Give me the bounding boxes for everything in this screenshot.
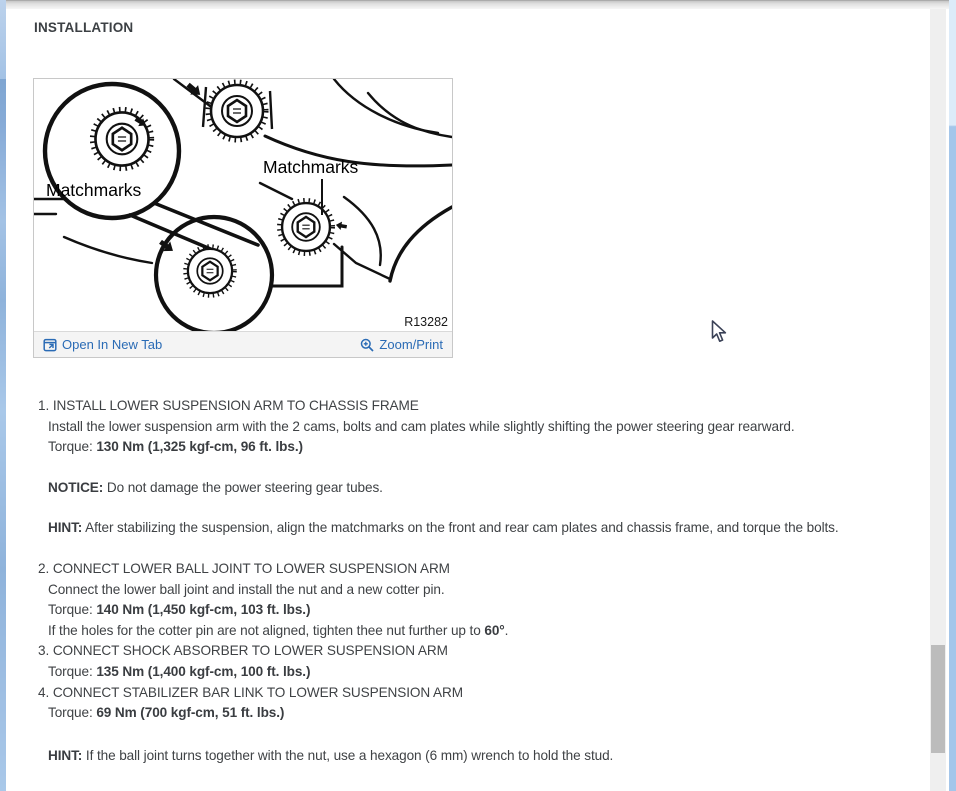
top-toolbar-edge bbox=[6, 0, 949, 9]
installation-steps bbox=[38, 396, 932, 766]
open-in-new-tab-label: Open In New Tab bbox=[62, 337, 163, 352]
hint-2: HINT: If the ball joint turns together with the nut, use a hexagon (6 mm) wrench to hold the stud. bbox=[48, 747, 614, 763]
step-4-torque: Torque: 69 Nm (700 kgf-cm, 51 ft. lbs.) bbox=[48, 705, 285, 721]
step-3-torque: Torque: 135 Nm (1,400 kgf-cm, 100 ft. lbs.) bbox=[48, 663, 311, 679]
zoom-print-link[interactable] bbox=[360, 337, 443, 352]
step-4-title: 4. CONNECT STABILIZER BAR LINK TO LOWER SUSPENSION ARM bbox=[38, 684, 463, 700]
step-1 bbox=[38, 396, 932, 458]
step-1-body: Install the lower suspension arm with the 2 cams, bolts and cam plates while slightly shifting the power steering gear rearward. bbox=[48, 418, 795, 434]
open-in-new-tab-link[interactable] bbox=[43, 337, 162, 352]
diagram-drawing bbox=[34, 79, 452, 331]
scrollbar-thumb[interactable] bbox=[931, 645, 945, 753]
page-title: INSTALLATION bbox=[34, 20, 134, 35]
figure-card bbox=[33, 78, 453, 358]
step-2-torque: Torque: 140 Nm (1,450 kgf-cm, 103 ft. lbs.) bbox=[48, 602, 311, 618]
step-4 bbox=[38, 683, 932, 724]
hint-1: HINT: After stabilizing the suspension, align the matchmarks on the front and rear cam plates and chassis frame, and torque the bolts. bbox=[48, 520, 839, 536]
left-page-edge bbox=[0, 0, 6, 791]
scrollbar-track[interactable] bbox=[930, 9, 946, 791]
step-2 bbox=[38, 559, 932, 641]
step-2-title: 2. CONNECT LOWER BALL JOINT TO LOWER SUSPENSION ARM bbox=[38, 560, 450, 576]
zoom-magnifier-icon bbox=[360, 338, 374, 352]
right-page-edge bbox=[949, 0, 956, 791]
figure-ref-number: R13282 bbox=[404, 315, 448, 329]
step-3 bbox=[38, 641, 932, 682]
matchmarks-label-right: Matchmarks bbox=[263, 157, 359, 177]
step-2-body: Connect the lower ball joint and install the nut and a new cotter pin. bbox=[48, 581, 445, 597]
step-3-title: 3. CONNECT SHOCK ABSORBER TO LOWER SUSPENSION ARM bbox=[38, 643, 448, 659]
matchmarks-label-left: Matchmarks bbox=[46, 180, 142, 200]
step-2-extra: If the holes for the cotter pin are not aligned, tighten thee nut further up to 60°. bbox=[48, 622, 509, 638]
open-in-new-tab-icon bbox=[43, 338, 57, 352]
step-1-title: 1. INSTALL LOWER SUSPENSION ARM TO CHASSIS FRAME bbox=[38, 398, 419, 413]
matchmarks-diagram[interactable] bbox=[34, 79, 452, 331]
zoom-print-label: Zoom/Print bbox=[379, 337, 443, 352]
figure-toolbar bbox=[34, 331, 452, 357]
notice-1: NOTICE: Do not damage the power steering gear tubes. bbox=[48, 479, 383, 495]
step-1-torque: Torque: 130 Nm (1,325 kgf-cm, 96 ft. lbs.) bbox=[48, 439, 303, 455]
mouse-cursor bbox=[711, 320, 729, 349]
